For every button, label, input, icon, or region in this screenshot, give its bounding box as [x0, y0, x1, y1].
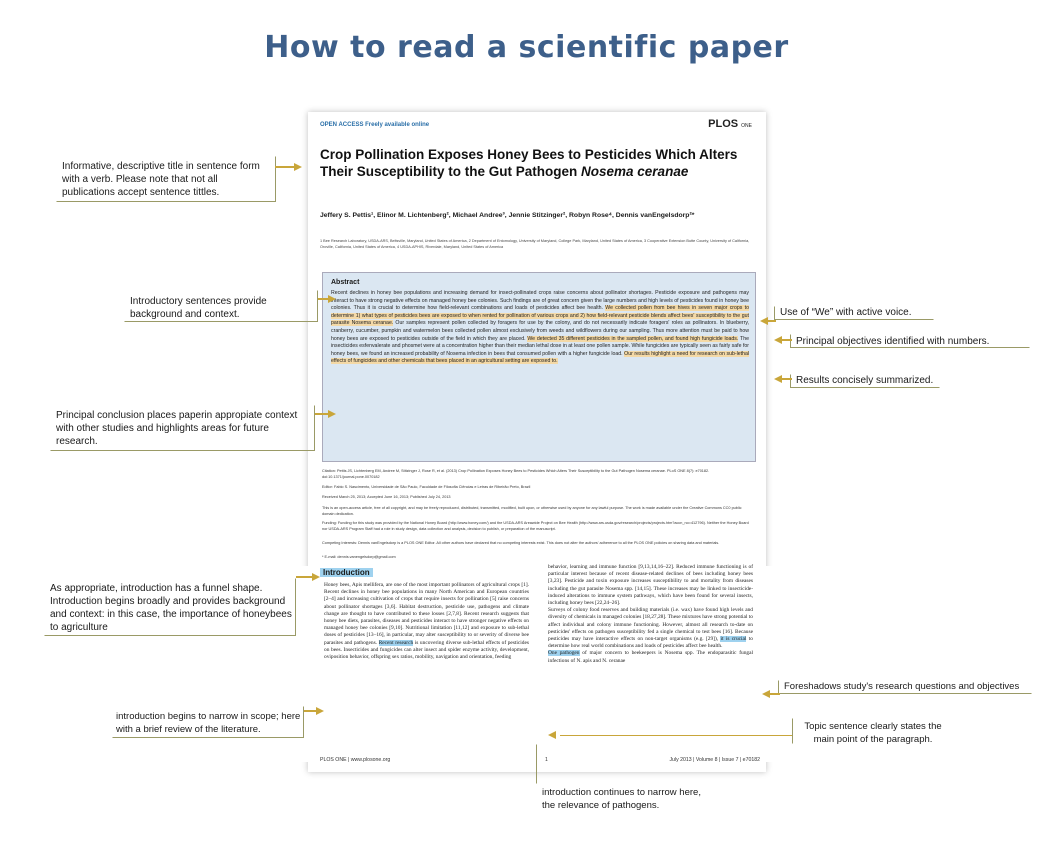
dates: Received March 25, 2013; Accepted June 16, 2013; Published July 24, 2013: [322, 495, 451, 499]
footer-page-number: 1: [545, 757, 548, 763]
col2-highlight-crucial: it is crucial: [720, 636, 747, 643]
abstract-box: [322, 272, 756, 462]
results-line: [782, 378, 792, 380]
objectives-line: [782, 339, 792, 341]
email: * E-mail: dennis.vanengelsdorp@gmail.com: [322, 555, 396, 559]
abstract-heading: Abstract: [331, 279, 360, 286]
topic-sentence-annotation: Topic sentence clearly states the main point of the paragraph.: [804, 721, 942, 745]
abstract-part-1: Recent declines in honey bee populations and increasing demand for insect-pollinated crops raise concerns about pollinator shortages. Pesticide exposure and pathogens may interact to have strong negative effects on managed honey bee colonies. Such findings are of great concern given the large numbers and high levels of pesticides found in honey bee colonies. Thus it is crucial to determine how field-relevant combinations and loads of pesticides affect bee health.: [331, 290, 749, 312]
intro-highlight-recent: Recent research: [378, 639, 414, 646]
results-annotation: Results concisely summarized.: [796, 375, 934, 386]
intro-sentences-annotation: Introductory sentences provide background and context.: [130, 296, 267, 320]
page-title: How to read a scientific paper: [264, 30, 789, 65]
abstract-part-3: The insecticides esfenvalerate and phosmet were at a concentration higher than their median lethal dose in at least one pollen sample. While fungicides are typically seen as fairly safe for honey bees, we found an increased probability of Nosema infection in bees that consumed pollen with a higher fungicide load.: [331, 335, 749, 357]
topic-sentence-arrow-icon: [548, 731, 556, 739]
paper-title-italic: Nosema ceranae: [581, 164, 689, 179]
citation: Citation: Pettis JS, Lichtenberg EM, Andree M, Stitzinger J, Rose R, et al. (2013) Crop Pollination Exposes Honey Bees to Pesticides Which Alters Their Susceptibility to the Gut Pathogen Nosema ceranae. PLoS ONE 8(7): e70182. doi:10.1371/journal.pone.0070182: [322, 469, 710, 479]
funnel-annotation: As appropriate, introduction has a funnel shape. Introduction begins broadly and provides background and context: in this case, the importance of honeybees to agriculture: [50, 583, 292, 633]
col2-part-4: of major concern to beekeepers is Nosema spp. The endoparasitic fungal infections of N. apis and N. ceranae: [548, 650, 753, 664]
foreshadows-annotation: Foreshadows study's research questions and objectives: [784, 681, 1020, 692]
funding: Funding: Funding for this study was provided by the National Honey Board (http://www.honey.com/) and the USDA-ARS Areawide Project on Bee Health (http://www.ars.usda.gov/research/projects/projects.htm?accn_no=412796). Neither the Honey Board nor USDA-ARS Program Staff had a role in study design, data collection and analysis, decision to publish, or preparation of the manuscript.: [322, 521, 749, 531]
conclusion-annotation: Principal conclusion places paperin appropiate context with other studies and highlights areas for future research.: [56, 410, 298, 447]
we-active-annotation: Use of “We” with active voice.: [780, 307, 912, 318]
journal-logo-sub: ONE: [741, 123, 752, 129]
col2-part-1: behavior, learning and immune function [9,13,14,16–22]. Reduced immune functioning is of particular interest because of recent disease-related declines of bees including honey bees [3,23]. Pesticide and toxin exposure increases susceptibility to and mortality from diseases including the gut parasite Nosema spp. [14,15]. These increases may be linked to insecticide-induced alterations to immune system pathways, which have been found for several insects, including honey bees [22,24–26].: [548, 564, 753, 607]
objectives-annotation: Principal objectives identified with numbers.: [796, 336, 990, 347]
title-annotation-arrow-icon: [294, 163, 302, 171]
abstract-highlight-objectives: We collected pollen from bee hives in seven major crops to determine 1) what types of pesticides bees are exposed to when rented for pollination of various crops and 2) how field-relevant pesticide blends affect bees' susceptibility to the gut parasite Nosema ceranae.: [331, 305, 749, 327]
paper-authors: Jeffery S. Pettis¹, Elinor M. Lichtenberg², Michael Andree³, Jennie Stitzinger², Robyn Rose⁴, Dennis vanEngelsdorp²*: [320, 212, 695, 219]
open-access-label: OPEN ACCESS Freely available online: [320, 122, 430, 128]
intro-column-1: [324, 582, 529, 661]
narrow-scope-arrow-icon: [316, 707, 324, 715]
paper-page: [308, 112, 766, 772]
foreshadows-arrow-icon: [762, 690, 770, 698]
abstract-highlight-results: We detected 35 different pesticides in the sampled pollen, and found high fungicide loads.: [527, 335, 739, 342]
paper-footer: [320, 757, 760, 763]
conclusion-line: [315, 413, 329, 415]
col2-part-2: Surveys of colony food reserves and building materials (i.e. wax) have found high levels and diversity of chemicals in managed colonies [18,27,28]. These mixtures have strong potential to affect individual and colony immune functioning. However, almost all research to-date on pesticides' effects on pathogen susceptibility fed a single chemical to test bees [16]. Because pesticides may have interactive effects on non-target organisms (e.g. [29]),: [548, 607, 753, 643]
copyright: This is an open-access article, free of all copyright, and may be freely reproduced, distributed, transmitted, modified, built upon, or otherwise used by anyone for any lawful purpose. The work is made available under the Creative Commons CC0 public domain dedication.: [322, 506, 742, 516]
abstract-part-2: Our samples represent pollen collected by foragers for use by the colony, and do not necessarily indicate foragers' roles as pollinators. In blueberry, cranberry, cucumber, pumpkin and watermelon bees collected pollen almost exclusively from weeds and wildflowers during our sampling. Thus more attention must be paid to how honey bees are exposed to pesticides outside of the field in which they are placed.: [331, 320, 749, 342]
paper-title: [320, 146, 760, 180]
intro-part-2: is uncovering diverse sub-lethal effects of pesticides on bees. Insecticides and fungicides can alter insect and spider enzyme activity, development, oviposition behavior, offspring sex ratios, mobility, navigation and orientation, feeding: [324, 639, 529, 661]
topic-sentence-line: [560, 735, 792, 736]
paper-affiliations: 1 Bee Research Laboratory, USDA-ARS, Beltsville, Maryland, United States of America, 2 Department of Entomology, University of Maryland, College Park, Maryland, United States of America, 3 Cooperative Extension Butte County, University of California, Oroville, California, United States of America, 4 USDA-APHIS, Riverdale, Maryland, United States of America: [320, 239, 750, 249]
intro-column-2: [548, 564, 753, 665]
intro-part-1: Honey bees, Apis mellifera, are one of the most important pollinators of agricultural crops [1]. Recent declines in honey bee populations in many North American and European countries [2–4] and increasing cultivation of crops that require insects for pollination [5] raise concerns about pollinator shortages [3,6]. Habitat destruction, pesticide use, pathogens and climate change are thought to have contributed to these losses [2,7,8]. Recent research suggests that honey bee diets, parasites, diseases and pesticides interact to have stronger negative effects on managed honey bee colonies [9,10]. Nutritional limitation [11,12] and exposure to sub-lethal doses of pesticides [13–16], in particular, may alter susceptibility to or severity of diverse bee parasites and pathogens.: [324, 582, 529, 646]
foreshadows-line: [770, 693, 780, 695]
narrow-scope-annotation: introduction begins to narrow in scope; here with a brief review of the literature.: [116, 711, 301, 735]
we-active-arrow-icon: [760, 317, 768, 325]
footer-right: July 2013 | Volume 8 | Issue 7 | e70182: [669, 757, 760, 763]
journal-logo: [708, 118, 752, 130]
abstract-highlight-conclusion: Our results highlight a need for research on sub-lethal effects of fungicides and other chemicals that bees placed in an agricultural setting are exposed to.: [331, 350, 749, 365]
paper-title-main: Crop Pollination Exposes Honey Bees to Pesticides Which Alters Their Susceptibility to the Gut Pathogen: [320, 147, 738, 179]
intro-heading: Introduction: [320, 568, 373, 577]
footer-left: PLOS ONE | www.plosone.org: [320, 757, 391, 763]
journal-logo-text: PLOS: [708, 118, 739, 130]
conclusion-arrow-icon: [328, 410, 336, 418]
results-arrow-icon: [774, 375, 782, 383]
editor: Editor: Fabio S. Nascimento, Universidade de São Paulo, Faculdade de Filosofia Ciências e Letras de Ribeirão Preto, Brazil: [322, 485, 531, 489]
we-active-line: [768, 320, 776, 322]
title-annotation: Informative, descriptive title in sentence form with a verb. Please note that not all publications accept sentence tittles.: [62, 161, 260, 198]
col2-part-3: to determine how real world combinations and loads of pesticides affect bee health.: [548, 636, 753, 650]
col2-highlight-pathogen: One pathogen: [548, 650, 580, 657]
objectives-arrow-icon: [774, 336, 782, 344]
pathogens-annotation: introduction continues to narrow here, the relevance of pathogens.: [542, 787, 701, 811]
intro-sentences-arrow-icon: [328, 295, 336, 303]
title-annotation-line: [275, 166, 295, 168]
competing-interests: Competing Interests: Dennis vanEngelsdorp is a PLOS ONE Editor. All other authors have declared that no competing interests exist. This does not alter the authors' adherence to all the PLOS ONE policies on sharing data and materials.: [322, 541, 720, 545]
abstract-text: [331, 290, 749, 366]
pathogens-box: [536, 744, 538, 784]
funnel-arrow-icon: [312, 573, 320, 581]
